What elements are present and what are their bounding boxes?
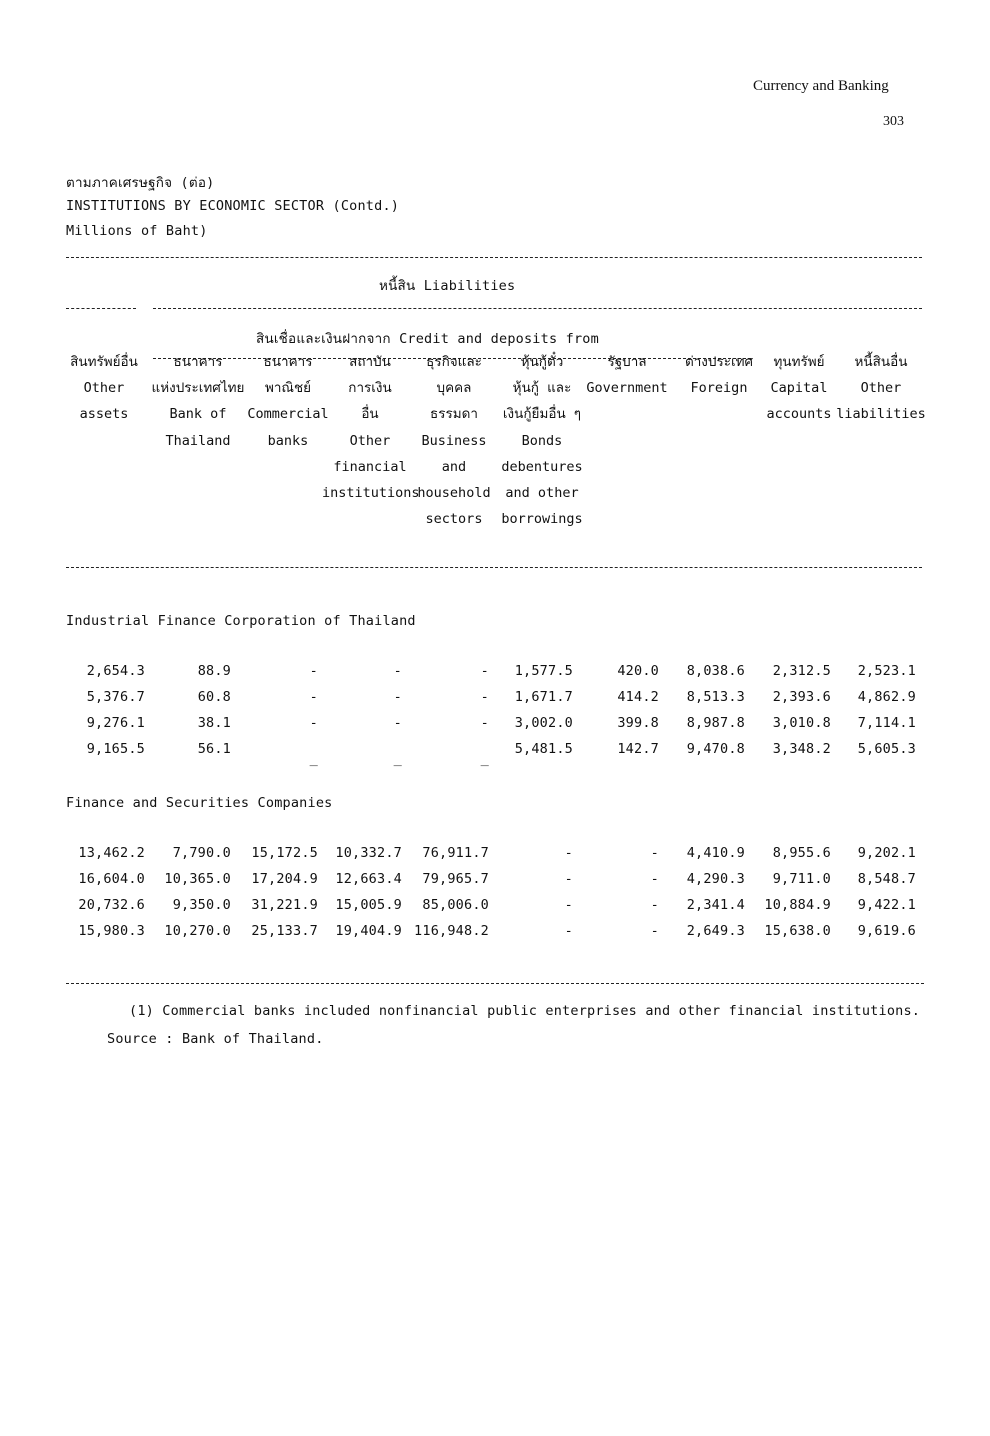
table-cell: 9,619.6	[857, 923, 916, 939]
table-cell: 10,332.7	[335, 845, 402, 861]
table-cell: 5,605.3	[857, 741, 916, 757]
table-cell: -	[309, 715, 318, 731]
table-cell: 8,987.8	[686, 715, 745, 731]
liabilities-heading: หนี้สิน Liabilities	[379, 278, 516, 294]
section-title: Industrial Finance Corporation of Thailand	[66, 613, 416, 629]
table-cell: 9,470.8	[686, 741, 745, 757]
table-cell: -	[480, 663, 489, 679]
table-cell: 8,548.7	[857, 871, 916, 887]
table-cell: 9,422.1	[857, 897, 916, 913]
table-cell: 12,663.4	[335, 871, 402, 887]
table-cell: 85,006.0	[422, 897, 489, 913]
header-rule-top	[66, 257, 922, 258]
header-rule-assets	[66, 308, 136, 309]
table-cell: 9,202.1	[857, 845, 916, 861]
table-cell: -	[650, 923, 659, 939]
table-cell: -	[393, 715, 402, 731]
table-cell: _	[480, 751, 489, 767]
table-row	[0, 663, 990, 689]
table-cell: 8,038.6	[686, 663, 745, 679]
table-cell: 15,638.0	[764, 923, 831, 939]
table-row	[0, 689, 990, 715]
table-cell: -	[309, 663, 318, 679]
table-cell: 9,165.5	[86, 741, 145, 757]
table-row	[0, 923, 990, 949]
table-cell: 3,002.0	[514, 715, 573, 731]
table-cell: _	[393, 751, 402, 767]
title-thai: ตามภาคเศรษฐกิจ (ต่อ)	[66, 175, 215, 191]
table-cell: -	[650, 871, 659, 887]
table-cell: 9,350.0	[172, 897, 231, 913]
table-cell: 10,884.9	[764, 897, 831, 913]
table-cell: 15,005.9	[335, 897, 402, 913]
table-cell: 3,348.2	[772, 741, 831, 757]
table-cell: 5,376.7	[86, 689, 145, 705]
table-cell: 1,577.5	[514, 663, 573, 679]
col-header-government: รัฐบาล Government	[586, 354, 668, 397]
table-cell: 4,410.9	[686, 845, 745, 861]
col-header-other-financial: สถาบัน การเงิน อื่น Other financial institutions	[322, 354, 420, 502]
col-header-bonds: หุ้นกู้ตั๋ว หุ้นกู้ และ เงินกู้ยืมอื่น ๆ Bonds debentures and other borrowings	[501, 354, 583, 528]
table-cell: 7,790.0	[172, 845, 231, 861]
table-cell: 76,911.7	[422, 845, 489, 861]
table-cell: 15,980.3	[78, 923, 145, 939]
title-english: INSTITUTIONS BY ECONOMIC SECTOR (Contd.)	[66, 198, 400, 214]
table-cell: 8,955.6	[772, 845, 831, 861]
table-cell: 1,671.7	[514, 689, 573, 705]
table-cell: 56.1	[197, 741, 231, 757]
table-cell: -	[480, 715, 489, 731]
running-head: Currency and Banking	[753, 78, 889, 94]
table-cell: 116,948.2	[414, 923, 489, 939]
table-cell: 2,649.3	[686, 923, 745, 939]
table-cell: 16,604.0	[78, 871, 145, 887]
table-cell: -	[650, 897, 659, 913]
col-header-foreign: ต่างประเทศ Foreign	[684, 354, 754, 397]
table-cell: -	[393, 689, 402, 705]
table-cell: 38.1	[197, 715, 231, 731]
header-rule-bottom	[66, 567, 922, 568]
table-cell: 399.8	[617, 715, 659, 731]
table-cell: 19,404.9	[335, 923, 402, 939]
source-note: Source : Bank of Thailand.	[107, 1031, 324, 1047]
table-row	[0, 715, 990, 741]
table-cell: 142.7	[617, 741, 659, 757]
table-cell: 9,276.1	[86, 715, 145, 731]
table-rule-bottom	[66, 983, 924, 984]
table-cell: -	[564, 923, 573, 939]
table-cell: 2,654.3	[86, 663, 145, 679]
footnote: (1) Commercial banks included nonfinancial public enterprises and other financial institutions.	[129, 1003, 921, 1019]
col-header-commercial-banks: ธนาคาร พาณิชย์ Commercial banks	[247, 354, 329, 449]
table-cell: 10,365.0	[164, 871, 231, 887]
table-cell: -	[393, 663, 402, 679]
table-cell: 79,965.7	[422, 871, 489, 887]
table-cell: -	[564, 845, 573, 861]
table-cell: 4,290.3	[686, 871, 745, 887]
page-number: 303	[883, 114, 904, 129]
table-cell: -	[480, 689, 489, 705]
col-header-capital-accounts: ทุนทรัพย์ Capital accounts	[766, 354, 832, 423]
table-cell: 420.0	[617, 663, 659, 679]
table-cell: 20,732.6	[78, 897, 145, 913]
table-cell: 60.8	[197, 689, 231, 705]
table-cell: 2,393.6	[772, 689, 831, 705]
table-cell: -	[564, 897, 573, 913]
table-row	[0, 897, 990, 923]
table-cell: -	[309, 689, 318, 705]
table-row	[0, 741, 990, 767]
header-rule-liabilities	[153, 308, 922, 309]
section-title: Finance and Securities Companies	[66, 795, 333, 811]
table-row	[0, 845, 990, 871]
col-header-other-liabilities: หนี้สินอื่น Other liabilities	[836, 354, 926, 423]
table-cell: 8,513.3	[686, 689, 745, 705]
unit-label: Millions of Baht)	[66, 223, 208, 239]
col-header-bank-of-thailand: ธนาคาร แห่งประเทศไทย Bank of Thailand	[151, 354, 245, 449]
credit-heading: สินเชื่อและเงินฝากจาก Credit and deposits from	[256, 331, 599, 347]
col-header-other-assets: สินทรัพย์อื่น Other assets	[70, 354, 138, 423]
table-cell: 414.2	[617, 689, 659, 705]
table-cell: _	[309, 751, 318, 767]
table-cell: -	[650, 845, 659, 861]
table-cell: -	[564, 871, 573, 887]
table-cell: 4,862.9	[857, 689, 916, 705]
table-cell: 2,312.5	[772, 663, 831, 679]
table-cell: 3,010.8	[772, 715, 831, 731]
table-cell: 2,341.4	[686, 897, 745, 913]
col-header-business-household: ธุรกิจและ บุคคล ธรรมดา Business and household sectors	[417, 354, 491, 528]
table-cell: 13,462.2	[78, 845, 145, 861]
table-cell: 31,221.9	[251, 897, 318, 913]
table-cell: 9,711.0	[772, 871, 831, 887]
table-cell: 10,270.0	[164, 923, 231, 939]
table-cell: 2,523.1	[857, 663, 916, 679]
table-cell: 15,172.5	[251, 845, 318, 861]
table-row	[0, 871, 990, 897]
table-cell: 88.9	[197, 663, 231, 679]
table-cell: 17,204.9	[251, 871, 318, 887]
table-cell: 7,114.1	[857, 715, 916, 731]
table-cell: 25,133.7	[251, 923, 318, 939]
table-cell: 5,481.5	[514, 741, 573, 757]
